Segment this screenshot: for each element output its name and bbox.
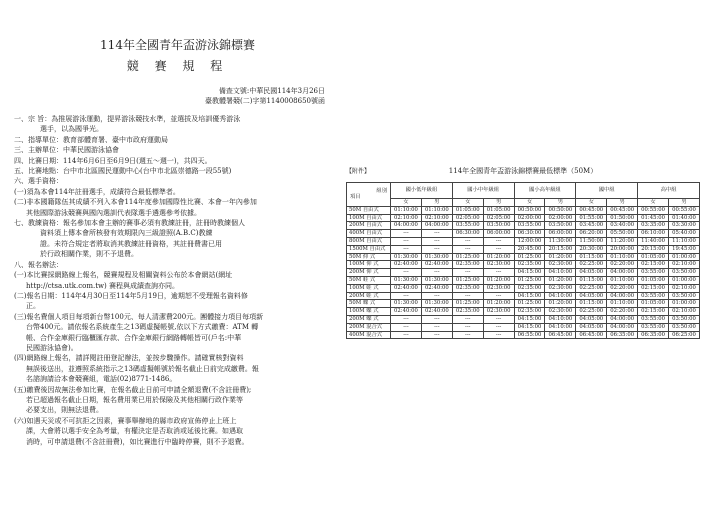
table-row	[347, 237, 700, 245]
time-cell: 02:40:00	[391, 284, 422, 292]
time-cell: 06:45:00	[576, 331, 607, 339]
time-cell: 11:20:00	[607, 237, 638, 245]
time-cell: 12:00:00	[514, 237, 545, 245]
time-cell: 02:35:00	[514, 284, 545, 292]
time-cell: 02:05:00	[483, 214, 514, 222]
event-cell: 100M 仰 式	[347, 261, 391, 269]
rule-line: 必要支出，則無法退費。	[26, 406, 103, 415]
standards-body	[347, 206, 700, 339]
time-cell: 01:05:00	[483, 206, 514, 214]
time-cell: ---	[483, 245, 514, 253]
time-cell: ---	[391, 315, 422, 323]
gender-header: 男	[669, 199, 700, 207]
event-cell: 200M 自由式	[347, 222, 391, 230]
time-cell: 01:30:00	[391, 276, 422, 284]
table-row	[347, 276, 700, 284]
time-cell: ---	[391, 245, 422, 253]
event-cell: 800M 自由式	[347, 237, 391, 245]
time-cell: 03:55:00	[638, 292, 669, 300]
time-cell: 05:40:00	[669, 230, 700, 238]
rule-line: 二、指導單位：教育部體育署、臺中市政府運動局	[14, 135, 168, 144]
time-cell: 01:20:00	[483, 276, 514, 284]
event-cell: 200M 仰 式	[347, 269, 391, 277]
time-cell: ---	[421, 269, 452, 277]
time-cell: 02:10:00	[669, 261, 700, 269]
time-cell: 02:20:00	[607, 284, 638, 292]
event-cell: 200M 混合式	[347, 323, 391, 331]
time-cell: 20:00:00	[607, 245, 638, 253]
gender-header: 女	[452, 199, 483, 207]
rule-line: 名諮詢請洽本會競賽組，電話(02)8771-1486。	[26, 375, 177, 384]
time-cell: ---	[421, 292, 452, 300]
time-cell: 03:50:00	[669, 269, 700, 277]
rule-line: 正。	[26, 302, 40, 311]
time-cell: 02:40:00	[421, 284, 452, 292]
time-cell: 02:30:00	[545, 261, 576, 269]
time-cell: 11:30:00	[545, 237, 576, 245]
time-cell: 02:30:00	[545, 284, 576, 292]
time-cell: ---	[421, 237, 452, 245]
time-cell: 01:25:00	[514, 253, 545, 261]
rule-line: (三)報名費個人項目每項新台幣100元、每人清潔費200元。團體接力項目每項新	[14, 312, 264, 321]
time-cell: 02:25:00	[576, 261, 607, 269]
time-cell: 02:35:00	[514, 261, 545, 269]
event-cell: 50M 仰 式	[347, 253, 391, 261]
time-cell: 01:05:00	[638, 253, 669, 261]
time-cell: 04:00:00	[607, 315, 638, 323]
time-cell: 06:00:00	[545, 230, 576, 238]
time-cell: 01:20:00	[483, 300, 514, 308]
time-cell: 02:40:00	[421, 308, 452, 316]
time-cell: 01:30:00	[421, 276, 452, 284]
time-cell: 02:15:00	[638, 308, 669, 316]
time-cell: ---	[483, 269, 514, 277]
time-cell: 02:00:00	[545, 214, 576, 222]
standards-table	[346, 182, 700, 339]
time-cell: 04:10:00	[545, 269, 576, 277]
event-cell: 400M 混合式	[347, 331, 391, 339]
table-row	[347, 323, 700, 331]
event-cell: 50M 蛙 式	[347, 276, 391, 284]
table-row	[347, 292, 700, 300]
time-cell: 04:00:00	[421, 222, 452, 230]
time-cell: 01:05:00	[452, 206, 483, 214]
time-cell: 02:35:00	[514, 308, 545, 316]
time-cell: ---	[452, 331, 483, 339]
time-cell: 03:55:00	[452, 222, 483, 230]
rule-line: 台幣400元。請依報名系統產生之13碼虛擬帳號,依以下方式繳費：ATM 轉	[26, 323, 259, 332]
time-cell: 04:10:00	[545, 323, 576, 331]
rule-line: 課，大會將以選手安全為考量，有權決定是否取消或延後比賽。如遇取	[26, 427, 243, 436]
time-cell: 01:10:00	[421, 206, 452, 214]
time-cell: 01:55:00	[576, 214, 607, 222]
time-cell: ---	[391, 230, 422, 238]
time-cell: 01:20:00	[545, 276, 576, 284]
time-cell: 01:05:00	[638, 300, 669, 308]
time-cell: 02:30:00	[483, 308, 514, 316]
time-cell: 01:40:00	[669, 214, 700, 222]
rule-line: 民國游泳協會)。	[26, 343, 78, 352]
gender-header: 男	[545, 199, 576, 207]
gender-row	[347, 199, 700, 207]
rule-line: 七、教練資格：報名參加本會主辦的賽事必須有教練註冊，註冊時教練個人	[14, 219, 245, 228]
time-cell: 04:00:00	[607, 269, 638, 277]
event-cell: 50M 蝶 式	[347, 300, 391, 308]
table-row	[347, 245, 700, 253]
rule-line: http://ctsa.utk.com.tw) 賽程與成績查詢亦同。	[26, 281, 179, 290]
time-cell: 02:40:00	[391, 261, 422, 269]
event-cell: 400M 自由式	[347, 230, 391, 238]
table-row	[347, 214, 700, 222]
table-row	[347, 300, 700, 308]
time-cell: 01:25:00	[452, 276, 483, 284]
time-cell: 02:30:00	[483, 284, 514, 292]
rule-line: 三、主辦單位：中華民國游泳協會	[14, 146, 119, 155]
rule-line: 六、選手資格：	[14, 177, 63, 186]
rule-line: 資料須上傳本會所核發有效期限內三級證照(A.B.C)教練	[40, 229, 213, 238]
time-cell: 01:00:00	[669, 276, 700, 284]
gender-header: 女	[514, 199, 545, 207]
time-cell: 02:30:00	[545, 308, 576, 316]
time-cell: 00:55:00	[638, 206, 669, 214]
time-cell: 01:10:00	[607, 253, 638, 261]
time-cell: 04:05:00	[576, 323, 607, 331]
time-cell: 02:35:00	[452, 284, 483, 292]
time-cell: 06:00:00	[483, 230, 514, 238]
time-cell: ---	[452, 323, 483, 331]
time-cell: 03:50:00	[483, 222, 514, 230]
group-header: 高中組	[638, 183, 700, 199]
time-cell: 04:10:00	[545, 315, 576, 323]
time-cell: 01:20:00	[483, 253, 514, 261]
time-cell: 04:05:00	[576, 292, 607, 300]
time-cell: 06:30:00	[452, 230, 483, 238]
time-cell: 00:55:00	[669, 206, 700, 214]
rule-line: 消時，可申請退費(不含註冊費)，如比賽進行中臨時停賽，則不予退費。	[26, 437, 249, 446]
time-cell: 11:50:00	[576, 237, 607, 245]
time-cell: 02:35:00	[452, 308, 483, 316]
time-cell: 04:00:00	[607, 292, 638, 300]
corner-cell	[347, 183, 391, 207]
time-cell: 03:55:00	[514, 222, 545, 230]
approval-number: 臺教體署競(二)字第1140008650號函	[205, 97, 325, 105]
time-cell: 01:25:00	[452, 253, 483, 261]
gender-header: 男	[421, 199, 452, 207]
time-cell: ---	[452, 315, 483, 323]
rule-line: (二)報名日期：114年4月30日至114年5月19日，逾期恕不受理報名資料修	[14, 291, 248, 300]
time-cell: 03:40:00	[607, 222, 638, 230]
rule-line: (四)網路線上報名，請詳閱註冊登記辦法，並按步驟操作。請確實核對資料	[14, 354, 244, 363]
time-cell: ---	[483, 315, 514, 323]
table-row	[347, 315, 700, 323]
time-cell: 03:50:00	[669, 315, 700, 323]
time-cell: 03:55:00	[638, 323, 669, 331]
time-cell: 01:20:00	[545, 300, 576, 308]
gender-header: 女	[576, 199, 607, 207]
time-cell: 02:10:00	[669, 284, 700, 292]
group-header: 國小中年級組	[452, 183, 514, 199]
time-cell: 01:15:00	[576, 300, 607, 308]
time-cell: 03:50:00	[669, 323, 700, 331]
time-cell: 02:10:00	[421, 214, 452, 222]
time-cell: 01:05:00	[638, 276, 669, 284]
time-cell: 19:45:00	[669, 245, 700, 253]
time-cell: 04:00:00	[391, 222, 422, 230]
time-cell: 06:25:00	[669, 331, 700, 339]
corner-bottom: 項目	[350, 194, 361, 201]
time-cell: 02:00:00	[514, 214, 545, 222]
time-cell: 03:45:00	[576, 222, 607, 230]
rule-line: (二)非本國籍隊伍其成績不列入本會114年度參加國際性比賽、本會一年內參加	[14, 198, 257, 207]
table-row	[347, 331, 700, 339]
table-row	[347, 261, 700, 269]
attachment-tag: 【附件】	[346, 168, 371, 175]
time-cell: ---	[483, 292, 514, 300]
time-cell: 00:45:00	[576, 206, 607, 214]
time-cell: 20:30:00	[576, 245, 607, 253]
rule-line: 無誤後送出，並遵照系統指示之13碼虛擬帳號於報名截止日前完成繳費。報	[26, 364, 259, 373]
time-cell: 03:55:00	[638, 269, 669, 277]
time-cell: 02:20:00	[607, 308, 638, 316]
rule-line: (六)如遇天災或不可抗拒之因素，賽事舉辦地的縣市政府宣佈停止上班上	[14, 416, 237, 425]
time-cell: 04:15:00	[514, 269, 545, 277]
time-cell: ---	[391, 331, 422, 339]
time-cell: 03:50:00	[669, 292, 700, 300]
time-cell: ---	[452, 245, 483, 253]
time-cell: 11:10:00	[669, 237, 700, 245]
rule-line: 證。未符合規定者將取消其教練註冊資格，其註冊費書已用	[40, 239, 222, 248]
time-cell: 06:10:00	[638, 230, 669, 238]
time-cell: 20:45:00	[514, 245, 545, 253]
rule-line: 一、宗 旨：為推展游泳運動，提昇游泳競技水準，並選拔及培訓優秀游泳	[14, 115, 241, 123]
gender-header: 女	[638, 199, 669, 207]
time-cell: 01:30:00	[421, 253, 452, 261]
time-cell: 03:35:00	[638, 222, 669, 230]
table-row	[347, 269, 700, 277]
time-cell: ---	[452, 237, 483, 245]
time-cell: 02:05:00	[452, 214, 483, 222]
time-cell: 01:15:00	[576, 253, 607, 261]
table-row	[347, 230, 700, 238]
time-cell: 02:40:00	[391, 308, 422, 316]
event-cell: 50M 自由式	[347, 206, 391, 214]
time-cell: 04:15:00	[514, 323, 545, 331]
time-cell: 06:20:00	[576, 230, 607, 238]
group-header: 國小高年級組	[514, 183, 576, 199]
time-cell: 03:50:00	[545, 222, 576, 230]
time-cell: 04:00:00	[607, 323, 638, 331]
time-cell: ---	[421, 245, 452, 253]
rule-line: 選手，以為國爭光。	[40, 125, 103, 134]
time-cell: 01:20:00	[545, 253, 576, 261]
time-cell: 01:30:00	[391, 300, 422, 308]
standards-title: 114年全國青年盃游泳錦標賽最低標準（50M）	[448, 167, 598, 175]
rule-line: 帳、合作金庫銀行臨櫃匯存款、合作金庫銀行網路轉帳皆可(戶名:中華	[26, 333, 242, 342]
time-cell: ---	[483, 323, 514, 331]
time-cell: ---	[391, 323, 422, 331]
time-cell: 01:10:00	[607, 276, 638, 284]
time-cell: 02:10:00	[391, 214, 422, 222]
rule-line: 其他國際游泳競賽與國內選訓代表隊選手遴選參考依據。	[26, 208, 201, 217]
time-cell: 03:30:00	[669, 222, 700, 230]
page-title: 114年全國青年盃游泳錦標賽	[100, 38, 255, 52]
rule-line: 四、比賽日期：114年6月6日至6月9日(週五～週一)，共四天。	[14, 156, 212, 165]
time-cell: ---	[452, 269, 483, 277]
gender-header: 男	[483, 199, 514, 207]
time-cell: 01:00:00	[669, 300, 700, 308]
rule-line: 若已超過報名截止日期，報名費用業已用於保險及其他相關行政作業等	[26, 395, 243, 404]
time-cell: ---	[421, 315, 452, 323]
time-cell: 02:15:00	[638, 284, 669, 292]
time-cell: ---	[452, 292, 483, 300]
group-header: 國中組	[576, 183, 638, 199]
time-cell: 02:30:00	[483, 261, 514, 269]
time-cell: 02:15:00	[638, 261, 669, 269]
time-cell: 00:50:00	[545, 206, 576, 214]
group-header: 國小低年級組	[391, 183, 453, 199]
time-cell: 06:35:00	[607, 331, 638, 339]
time-cell: 04:15:00	[514, 292, 545, 300]
time-cell: 00:45:00	[607, 206, 638, 214]
time-cell: 01:25:00	[514, 300, 545, 308]
gender-header: 男	[607, 199, 638, 207]
corner-top: 組別	[376, 187, 387, 194]
time-cell: 03:55:00	[638, 315, 669, 323]
time-cell: 02:25:00	[576, 308, 607, 316]
table-row	[347, 308, 700, 316]
rule-line: (一)本比賽採網路線上報名，競賽規程及相關資料公布於本會網站(網址	[14, 271, 233, 280]
event-cell: 200M 蝶 式	[347, 315, 391, 323]
time-cell: 02:40:00	[421, 261, 452, 269]
rules-text	[14, 114, 339, 447]
time-cell: 04:05:00	[576, 269, 607, 277]
time-cell: 20:15:00	[545, 245, 576, 253]
time-cell: 01:15:00	[576, 276, 607, 284]
time-cell: 06:55:00	[514, 331, 545, 339]
rule-line: 八、報名辦法：	[14, 260, 63, 269]
time-cell: 05:50:00	[607, 230, 638, 238]
event-cell: 100M 蛙 式	[347, 284, 391, 292]
time-cell: ---	[421, 323, 452, 331]
page-subtitle: 競 賽 規 程	[126, 59, 229, 73]
time-cell: 02:35:00	[452, 261, 483, 269]
time-cell: 04:05:00	[576, 315, 607, 323]
time-cell: 01:25:00	[452, 300, 483, 308]
time-cell: 01:10:00	[391, 206, 422, 214]
event-cell: 100M 蝶 式	[347, 308, 391, 316]
time-cell: 01:30:00	[391, 253, 422, 261]
event-cell: 200M 蛙 式	[347, 292, 391, 300]
time-cell: 06:30:00	[514, 230, 545, 238]
time-cell: 01:30:00	[421, 300, 452, 308]
table-row	[347, 206, 700, 214]
time-cell: 20:15:00	[638, 245, 669, 253]
time-cell: 01:00:00	[669, 253, 700, 261]
time-cell: ---	[483, 237, 514, 245]
rule-line: (五)繳費後因故無法參加比賽，在報名截止日前可申請全額退費(不含註冊費);	[14, 385, 252, 394]
time-cell: 01:10:00	[607, 300, 638, 308]
rule-line: 於行政相關作業，則不予退費。	[40, 250, 138, 259]
time-cell: 06:45:00	[545, 331, 576, 339]
time-cell: 01:45:00	[638, 214, 669, 222]
gender-header: 女	[391, 199, 422, 207]
time-cell: 02:10:00	[669, 308, 700, 316]
time-cell: ---	[421, 230, 452, 238]
time-cell: 01:50:00	[607, 214, 638, 222]
time-cell: ---	[483, 331, 514, 339]
table-row	[347, 284, 700, 292]
time-cell: ---	[391, 292, 422, 300]
time-cell: 04:15:00	[514, 315, 545, 323]
time-cell: 02:20:00	[607, 261, 638, 269]
rule-line: 五、比賽地點：台中市北區國民運動中心(台中市北區崇德路一段55號)	[14, 167, 232, 176]
time-cell: 06:35:00	[638, 331, 669, 339]
time-cell: 01:25:00	[514, 276, 545, 284]
time-cell: ---	[391, 237, 422, 245]
table-row	[347, 253, 700, 261]
time-cell: 04:10:00	[545, 292, 576, 300]
rule-line: (一)須為本會114年註冊選手，成績符合最低標準者。	[14, 187, 180, 196]
time-cell: ---	[421, 331, 452, 339]
event-cell: 100M 自由式	[347, 214, 391, 222]
time-cell: 02:25:00	[576, 284, 607, 292]
time-cell: ---	[391, 269, 422, 277]
event-cell: 1500M 自由式	[347, 245, 391, 253]
table-row	[347, 222, 700, 230]
time-cell: 11:40:00	[638, 237, 669, 245]
time-cell: 00:50:00	[514, 206, 545, 214]
approval-date: 備查文號:中華民國114年3月26日	[218, 87, 325, 95]
